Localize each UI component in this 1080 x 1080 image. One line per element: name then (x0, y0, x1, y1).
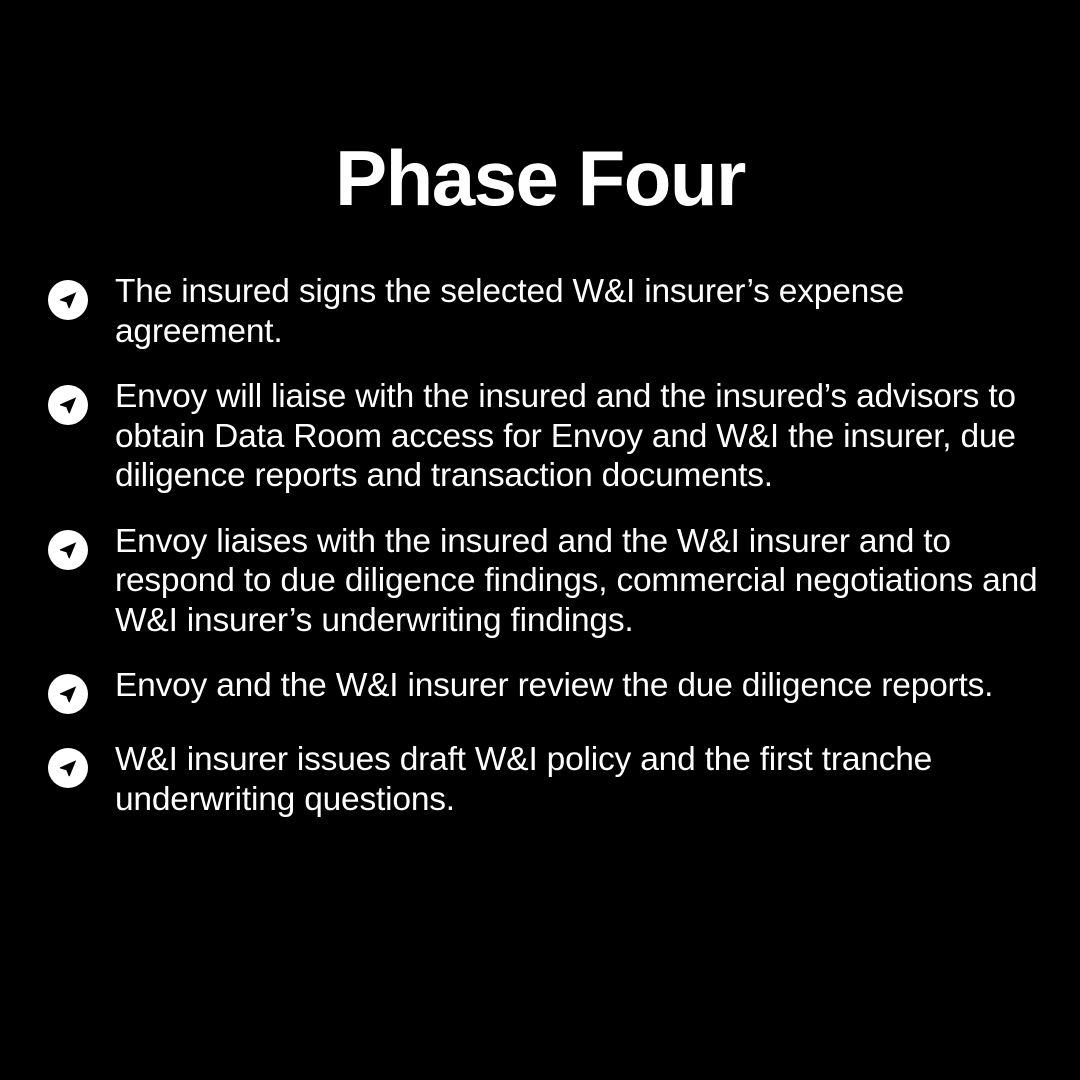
send-arrow-icon (48, 385, 88, 425)
send-arrow-icon (48, 674, 88, 714)
list-item-text: Envoy liaises with the insured and the W&I insurer and to respond to due diligence findings, commercial negotiations and W&I insurer’s underwriting findings. (115, 522, 1038, 639)
list-item (48, 666, 1038, 714)
list-item (48, 522, 1038, 641)
list-item-text: Envoy will liaise with the insured and the insured’s advisors to obtain Data Room access for Envoy and W&I the insurer, due diligence reports and transaction documents. (115, 378, 1016, 495)
list-item (48, 377, 1038, 496)
list-item-text: The insured signs the selected W&I insurer’s expense agreement. (115, 273, 905, 350)
list-item-text: W&I insurer issues draft W&I policy and the first tranche underwriting questions. (115, 741, 933, 818)
page-title: Phase Four (335, 134, 745, 222)
list-item (48, 272, 1038, 351)
send-arrow-icon (48, 530, 88, 570)
list-item (48, 740, 1038, 819)
bullet-list (48, 272, 1038, 819)
list-item-text: Envoy and the W&I insurer review the due diligence reports. (115, 667, 994, 705)
send-arrow-icon (48, 280, 88, 320)
send-arrow-icon (48, 748, 88, 788)
